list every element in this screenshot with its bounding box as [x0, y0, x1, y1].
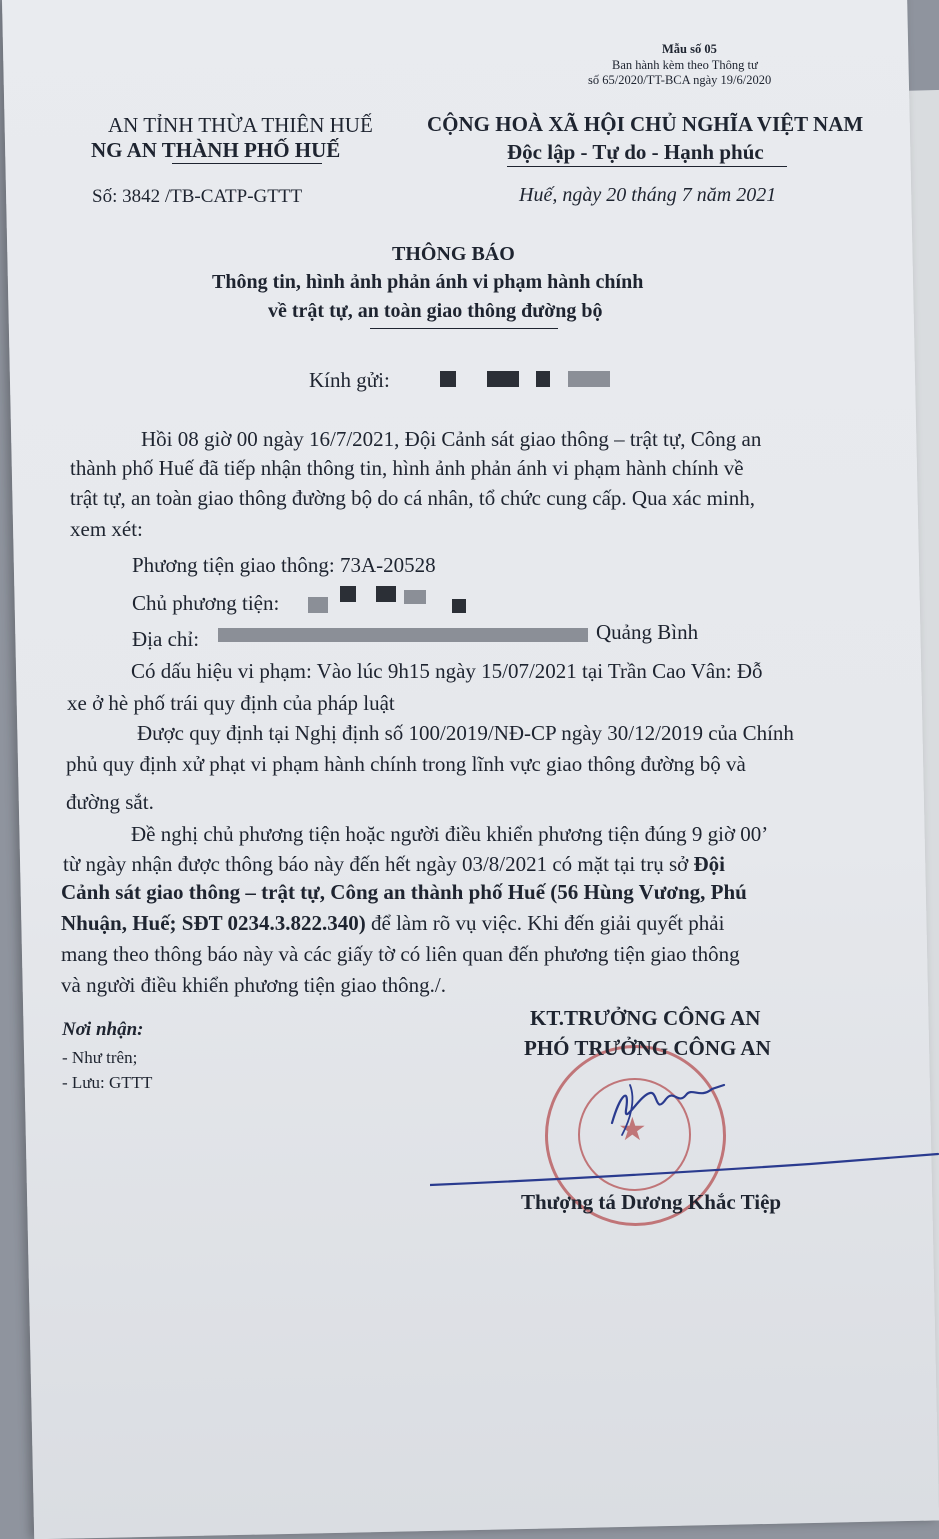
signer-title-2: PHÓ TRƯỞNG CÔNG AN: [524, 1036, 771, 1060]
nation-motto: Độc lập - Tự do - Hạnh phúc: [507, 140, 764, 164]
recipients-heading: Nơi nhận:: [62, 1019, 144, 1040]
owner-label: Chủ phương tiện:: [132, 591, 280, 615]
address-label: Địa chỉ:: [132, 627, 200, 651]
signer-name: Thượng tá Dương Khắc Tiệp: [521, 1190, 782, 1214]
violation-line-2: xe ở hè phố trái quy định của pháp luật: [67, 691, 395, 715]
notice-subtitle-2: về trật tự, an toàn giao thông đường bộ: [268, 300, 603, 322]
signature-stroke: [430, 1150, 939, 1190]
redacted-recipient: [487, 371, 519, 387]
notice-title: THÔNG BÁO: [392, 243, 515, 265]
paragraph-1-line-1: Hồi 08 giờ 00 ngày 16/7/2021, Đội Cảnh sát giao thông – trật tự, Công an: [141, 427, 762, 451]
request-line-6: và người điều khiển phương tiện giao thông./.: [61, 973, 447, 997]
regulation-line-3: đường sắt.: [66, 790, 154, 814]
paragraph-1-line-4: xem xét:: [70, 517, 143, 541]
regulation-line-1: Được quy định tại Nghị định số 100/2019/NĐ-CP ngày 30/12/2019 của Chính: [137, 721, 794, 745]
form-ref-circular: số 65/2020/TT-BCA ngày 19/6/2020: [588, 73, 772, 87]
request-line-4: Nhuận, Huế; SĐT 0234.3.822.340) để làm rõ vụ việc. Khi đến giải quyết phải: [61, 911, 725, 935]
motto-underline: [507, 166, 787, 167]
seal-star-icon: ★: [618, 1111, 647, 1147]
violation-line-1: Có dấu hiệu vi phạm: Vào lúc 9h15 ngày 15/07/2021 tại Trần Cao Vân: Đỗ: [131, 659, 763, 683]
redacted-recipient: [568, 371, 610, 387]
redacted-owner: [376, 586, 396, 602]
redacted-owner: [308, 597, 328, 613]
vehicle-plate: Phương tiện giao thông: 73A-20528: [132, 553, 436, 577]
paragraph-1-line-3: trật tự, an toàn giao thông đường bộ do cá nhân, tổ chức cung cấp. Qua xác minh,: [70, 486, 755, 510]
signer-title-1: KT.TRƯỞNG CÔNG AN: [530, 1006, 761, 1030]
place-date: Huế, ngày 20 tháng 7 năm 2021: [519, 184, 777, 206]
request-line-5: mang theo thông báo này và các giấy tờ có liên quan đến phương tiện giao thông: [61, 942, 740, 966]
redacted-owner: [452, 599, 466, 613]
redacted-owner: [404, 590, 426, 604]
subtitle-underline: [370, 328, 558, 329]
request-line-2: từ ngày nhận được thông báo này đến hết ngày 03/8/2021 có mặt tại trụ sở Đội: [63, 852, 726, 876]
redacted-recipient: [440, 371, 456, 387]
handwritten-signature: [600, 1065, 730, 1140]
document-number: Số: 3842 /TB-CATP-GTTT: [92, 186, 303, 207]
request-line-1: Đề nghị chủ phương tiện hoặc người điều khiển phương tiện đúng 9 giờ 00’: [131, 822, 769, 846]
notice-subtitle-1: Thông tin, hình ảnh phản ánh vi phạm hành chính: [212, 271, 644, 293]
agency-line-1: AN TỈNH THỪA THIÊN HUẾ: [108, 113, 373, 137]
agency-underline: [172, 163, 322, 164]
redacted-owner: [340, 586, 356, 602]
recipients-item-1: - Như trên;: [62, 1048, 138, 1067]
form-ref-line: Ban hành kèm theo Thông tư: [612, 58, 758, 72]
paragraph-1-line-2: thành phố Huế đã tiếp nhận thông tin, hình ảnh phản ánh vi phạm hành chính về: [70, 456, 744, 480]
redacted-address: [218, 628, 588, 642]
redacted-recipient: [536, 371, 550, 387]
form-ref-number: Mẫu số 05: [662, 42, 717, 56]
request-line-3: Cảnh sát giao thông – trật tự, Công an thành phố Huế (56 Hùng Vương, Phú: [61, 880, 747, 904]
regulation-line-2: phủ quy định xử phạt vi phạm hành chính trong lĩnh vực giao thông đường bộ và: [66, 752, 746, 776]
recipient-label: Kính gửi:: [309, 368, 390, 392]
nation-title: CỘNG HOÀ XÃ HỘI CHỦ NGHĨA VIỆT NAM: [427, 112, 864, 136]
recipients-item-2: - Lưu: GTTT: [62, 1073, 153, 1092]
agency-line-2: NG AN THÀNH PHỐ HUẾ: [91, 138, 341, 162]
address-province: Quảng Bình: [596, 620, 699, 644]
